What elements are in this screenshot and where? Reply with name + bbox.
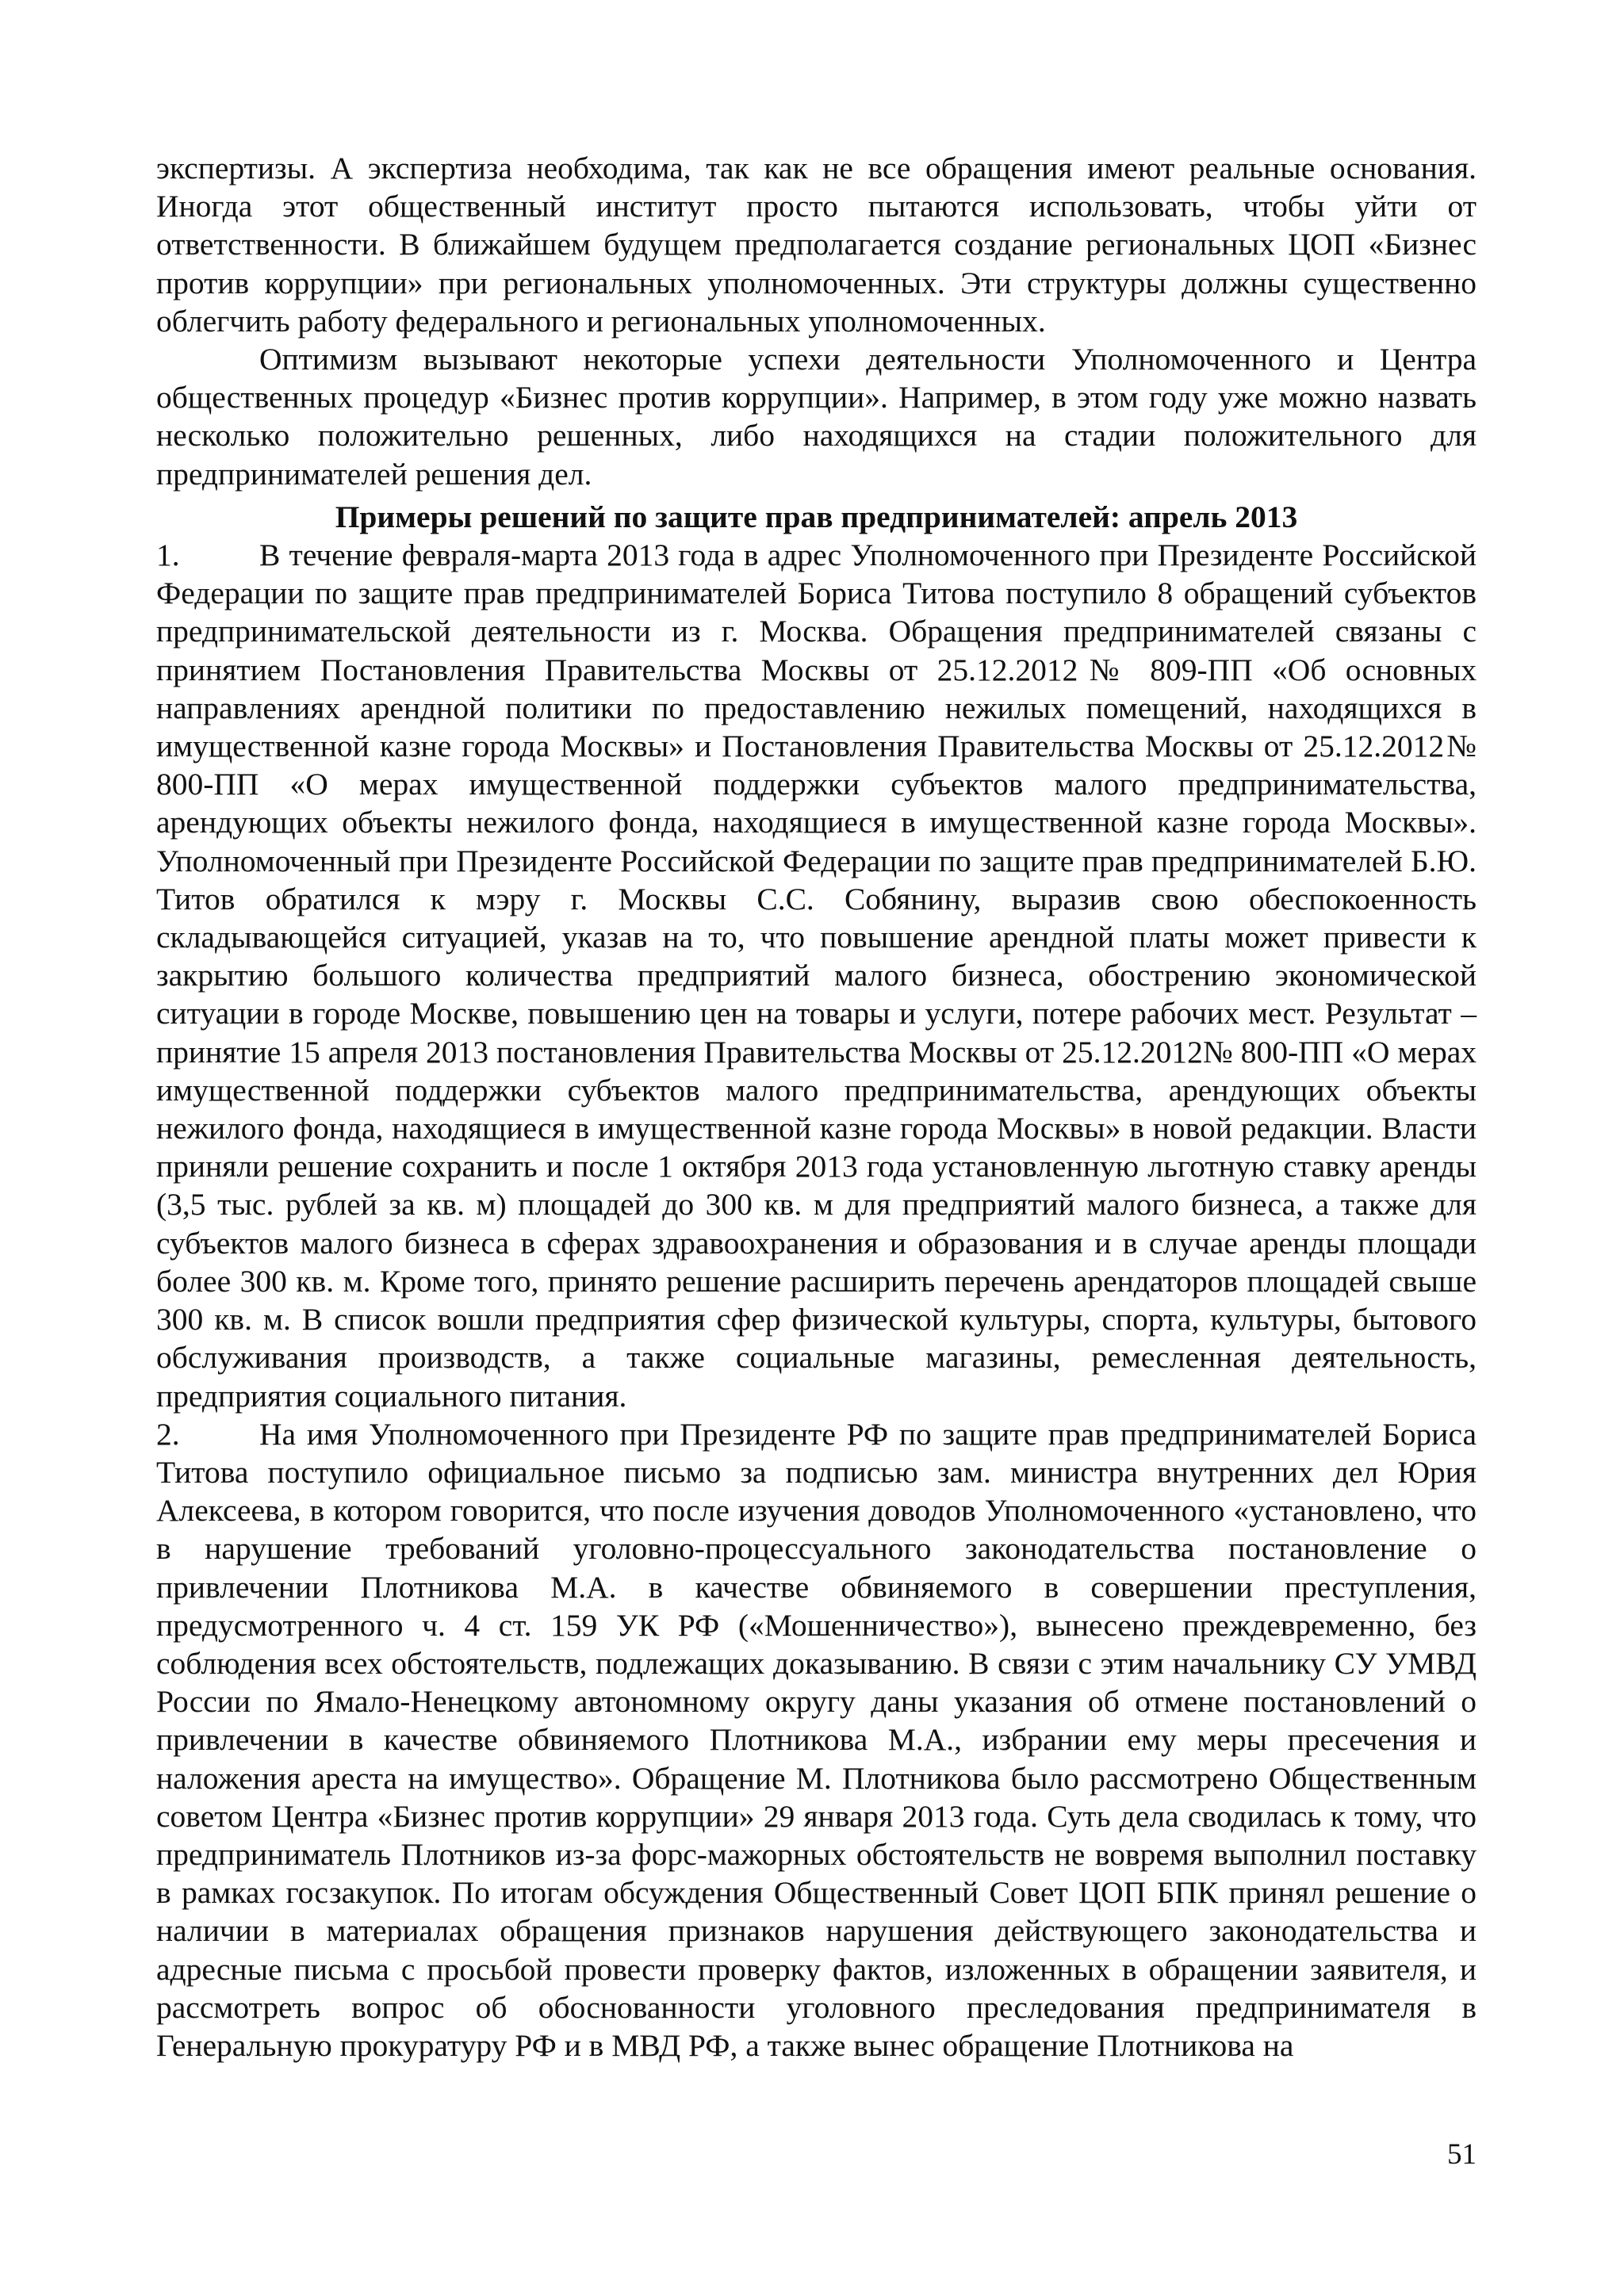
list-item-number: 1.	[156, 538, 180, 573]
list-item-text: В течение февраля-марта 2013 года в адрес Уполномоченного при Президенте Российской Федерации по защите прав предпринимателей Бориса Титова поступило 8 обращений субъектов предпринимательской деятельности из г. Москва. Обращения предпринимателей связаны с принятием Постановления Правительства Москвы от 25.12.2012№ 809-ПП «Об основных направлениях арендной политики по предоставлению нежилых помещений, находящихся в имущественной казне города Москвы» и Постановления Правительства Москвы от 25.12.2012№ 800-ПП «О мерах имущественной поддержки субъектов малого предпринимательства, арендующих объекты нежилого фонда, находящиеся в имущественной казне города Москвы». Уполномоченный при Президенте Российской Федерации по защите прав предпринимателей Б.Ю. Титов обратился к мэру г. Москвы С.С. Собянину, выразив свою обеспокоенность складывающейся ситуацией, указав на то, что повышение арендной платы может привести к закрытию большого количества предприятий малого бизнеса, обострению экономической ситуации в городе Москве, повышению цен на товары и услуги, потере рабочих мест. Результат – принятие 15 апреля 2013 постановления Правительства Москвы от 25.12.2012№ 800-ПП «О мерах имущественной поддержки субъектов малого предпринимательства, арендующих объекты нежилого фонда, находящиеся в имущественной казне города Москвы» в новой редакции. Власти приняли решение сохранить и после 1 октября 2013 года установленную льготную ставку аренды (3,5 тыс. рублей за кв. м) площадей до 300 кв. м для предприятий малого бизнеса, а также для субъектов малого бизнеса в сферах здравоохранения и образования и в случае аренды площади более 300 кв. м. Кроме того, принято решение расширить перечень арендаторов площадей свыше 300 кв. м. В список вошли предприятия сфер физической культуры, спорта, культуры, бытового обслуживания производств, а также социальные магазины, ремесленная деятельность, предприятия социального питания.	[156, 538, 1477, 1414]
page-number: 51	[1447, 2138, 1477, 2171]
paragraph-optimism: Оптимизм вызывают некоторые успехи деятельности Уполномоченного и Центра общественных процедур «Бизнес против коррупции». Например, в этом году уже можно назвать несколько положительно решенных, либо находящихся на стадии положительного для предпринимателей решения дел.	[156, 342, 1477, 492]
list-item	[156, 1415, 1477, 2064]
section-heading: Примеры решений по защите прав предпринимателей: апрель 2013	[335, 499, 1298, 534]
list-item	[156, 536, 1477, 1415]
list-item-text: На имя Уполномоченного при Президенте РФ по защите прав предпринимателей Бориса Титова поступило официальное письмо за подписью зам. министра внутренних дел Юрия Алексеева, в котором говорится, что после изучения доводов Уполномоченного «установлено, что в нарушение требований уголовно-процессуального законодательства постановление о привлечении Плотникова М.А. в качестве обвиняемого в совершении преступления, предусмотренного ч. 4 ст. 159 УК РФ («Мошенничество»), вынесено преждевременно, без соблюдения всех обстоятельств, подлежащих доказыванию. В связи с этим начальнику СУ УМВД России по Ямало-Ненецкому автономному округу даны указания об отмене постановлений о привлечении в качестве обвиняемого Плотникова М.А., избрании ему меры пресечения и наложения ареста на имущество». Обращение М. Плотникова было рассмотрено Общественным советом Центра «Бизнес против коррупции» 29 января 2013 года. Суть дела сводилась к тому, что предприниматель Плотников из-за форс-мажорных обстоятельств не вовремя выполнил поставку в рамках госзакупок. По итогам обсуждения Общественный Совет ЦОП БПК принял решение о наличии в материалах обращения признаков нарушения действующего законодательства и адресные письма с просьбой провести проверку фактов, изложенных в обращении заявителя, и рассмотреть вопрос об обоснованности уголовного преследования предпринимателя в Генеральную прокуратуру РФ и в МВД РФ, а также вынес обращение Плотникова на	[156, 1416, 1477, 2063]
paragraph-continuation: экспертизы. А экспертиза необходима, так как не все обращения имеют реальные основания. Иногда этот общественный институт просто пытаются использовать, чтобы уйти от ответственности. В ближайшем будущем предполагается создание региональных ЦОП «Бизнес против коррупции» при региональных уполномоченных. Эти структуры должны существенно облегчить работу федерального и региональных уполномоченных.	[156, 151, 1477, 339]
document-page	[156, 149, 1477, 2064]
list-item-number: 2.	[156, 1416, 180, 1452]
